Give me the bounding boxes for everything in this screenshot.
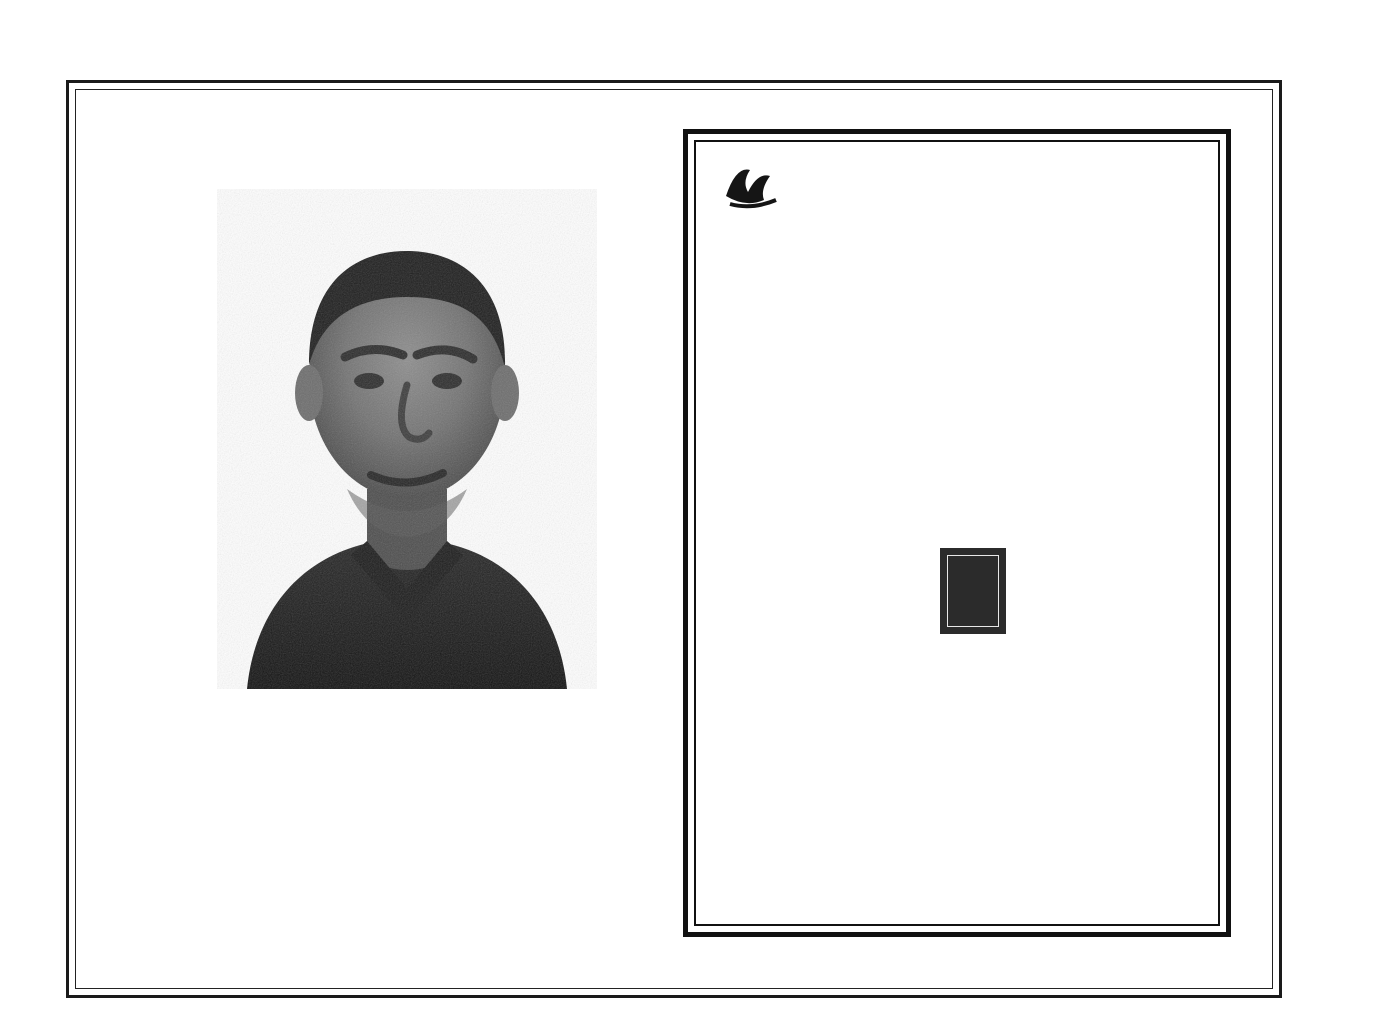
border-strip-left — [81, 121, 115, 949]
watermark — [18, 920, 918, 1016]
seal-glyph — [947, 555, 999, 627]
portrait-image — [217, 189, 597, 689]
border-strip-top — [83, 95, 1259, 121]
right-panel — [683, 129, 1231, 937]
trademark-seal — [940, 548, 1006, 634]
brush-stamp-icon — [720, 156, 784, 212]
poster-frame — [66, 80, 1282, 998]
left-panel — [125, 129, 673, 937]
portrait-photo — [217, 189, 597, 689]
border-strip-right — [1233, 121, 1267, 949]
right-panel-inner-frame — [694, 140, 1220, 926]
